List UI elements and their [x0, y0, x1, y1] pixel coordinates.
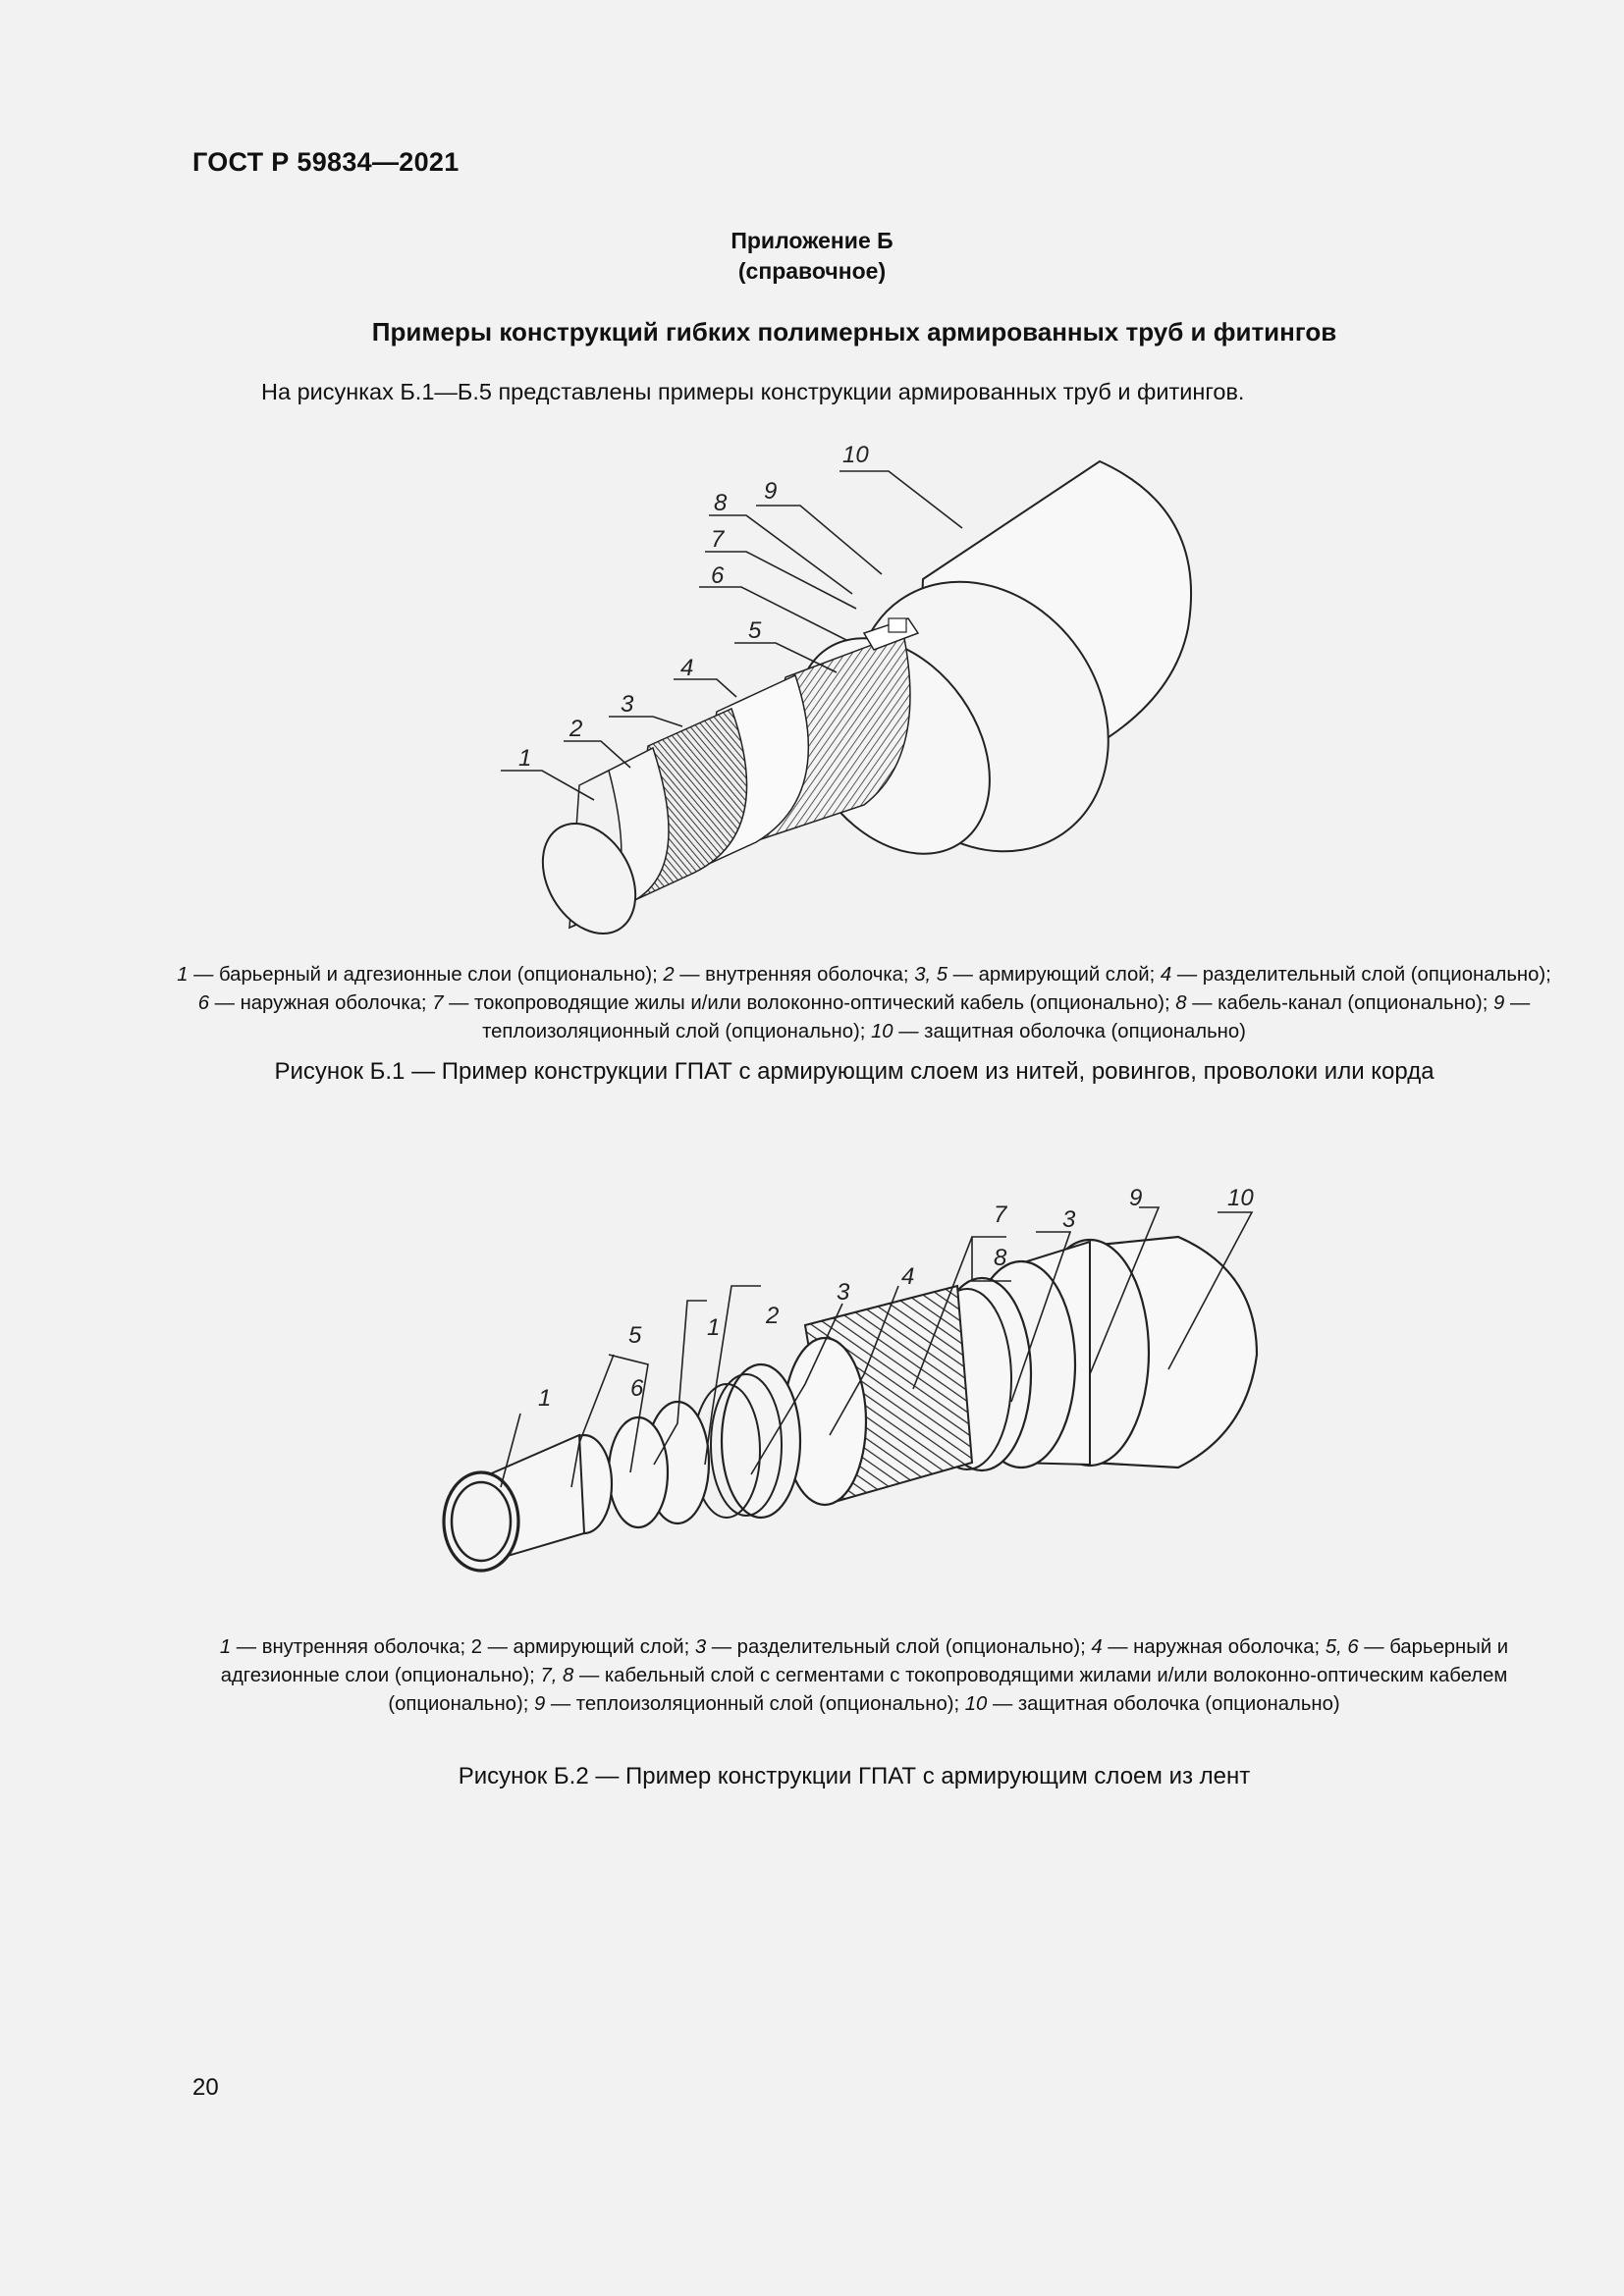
figure1-legend	[177, 961, 1551, 1046]
legend-number: 3, 5	[914, 964, 948, 986]
fig1-callout: 5	[748, 617, 762, 644]
fig2-callout: 9	[1129, 1185, 1143, 1211]
legend-item	[1161, 964, 1551, 986]
legend-number: 10	[871, 1021, 893, 1042]
fig2-callout: 3	[1062, 1206, 1076, 1233]
standard-number: ГОСТ Р 59834—2021	[192, 147, 460, 177]
legend-item	[914, 964, 1161, 986]
fig1-callout: 4	[680, 655, 694, 681]
legend-item	[432, 992, 1175, 1014]
legend-text: — кабель-канал (опционально);	[1186, 992, 1494, 1014]
fig2-callout: 10	[1227, 1185, 1254, 1211]
intro-paragraph: На рисунках Б.1—Б.5 представлены примеры конструкции армированных труб и фитингов.	[261, 379, 1245, 404]
legend-text: — разделительный слой (опционально);	[706, 1636, 1092, 1658]
fig1-callout: 6	[711, 562, 725, 589]
fig2-callout: 7	[994, 1201, 1007, 1228]
fig1-callout: 7	[711, 526, 725, 553]
figure2-legend	[177, 1633, 1551, 1719]
fig1-callout: 9	[764, 478, 778, 505]
legend-text: — теплоизоляционный слой (опционально);	[482, 992, 1531, 1042]
fig2-callout: 3	[837, 1279, 850, 1306]
fig1-callout: 10	[842, 442, 869, 468]
legend-text: — барьерный и адгезионные слои (опционально);	[188, 964, 664, 986]
layer-1-inner-sheath	[444, 1435, 584, 1571]
legend-number: 10	[964, 1693, 988, 1715]
fig2-callout: 6	[630, 1375, 644, 1402]
legend-number: 4	[1160, 964, 1172, 986]
legend-number: 3	[694, 1636, 707, 1658]
legend-text: — защитная оболочка (опционально)	[893, 1021, 1246, 1042]
figure1-illustration	[0, 432, 1624, 942]
legend-item	[695, 1636, 1092, 1658]
legend-item	[1091, 1636, 1325, 1658]
legend-number: 8	[1175, 992, 1187, 1014]
fig1-callout: 2	[569, 716, 583, 742]
legend-number: 9	[1493, 992, 1505, 1014]
legend-item	[534, 1693, 965, 1715]
figure2-illustration	[0, 1178, 1624, 1590]
legend-item	[1175, 992, 1493, 1014]
legend-text: 2 — армирующий слой;	[470, 1636, 695, 1658]
legend-text: — армирующий слой;	[947, 964, 1161, 986]
legend-item	[471, 1636, 695, 1658]
section-title: Примеры конструкций гибких полимерных армированных труб и фитингов	[371, 317, 1337, 347]
fig2-callout: 2	[766, 1303, 780, 1329]
fig2-callout: 8	[994, 1245, 1007, 1271]
appendix-type: (справочное)	[737, 258, 887, 284]
legend-number: 5, 6	[1325, 1636, 1359, 1658]
legend-number: 2	[663, 964, 675, 986]
legend-item	[220, 1636, 471, 1658]
legend-number: 9	[533, 1693, 546, 1715]
legend-text: — внутренняя оболочка;	[231, 1636, 471, 1658]
legend-number: 7, 8	[540, 1665, 574, 1686]
legend-text: — теплоизоляционный слой (опционально);	[545, 1693, 965, 1715]
fig1-callout: 8	[714, 490, 728, 516]
legend-item	[871, 1021, 1246, 1042]
fig2-callout: 1	[538, 1385, 552, 1412]
legend-number: 1	[219, 1636, 232, 1658]
legend-text: — наружная оболочка;	[1102, 1636, 1326, 1658]
fig1-callout: 3	[621, 691, 634, 718]
fig1-callout: 1	[518, 745, 532, 772]
legend-item	[177, 964, 663, 986]
layer-2-reinforcement	[693, 1364, 800, 1518]
figure2-caption: Рисунок Б.2 — Пример конструкции ГПАТ с армирующим слоем из лент	[458, 1763, 1251, 1789]
fig2-callout: 4	[901, 1263, 915, 1290]
legend-text: — защитная оболочка (опционально)	[987, 1693, 1340, 1715]
legend-number: 7	[432, 992, 444, 1014]
appendix-heading	[0, 226, 1624, 287]
fig2-callout: 5	[628, 1322, 642, 1349]
legend-text: — кабельный слой с сегментами с токопроводящими жилами и/или волоконно-оптическим кабелем (опционально);	[388, 1665, 1508, 1715]
appendix-title: Приложение Б	[731, 228, 893, 253]
page-number: 20	[192, 2074, 219, 2101]
legend-text: — наружная оболочка;	[209, 992, 433, 1014]
figure1-caption: Рисунок Б.1 — Пример конструкции ГПАТ с армирующим слоем из нитей, ровингов, проволоки или корда	[274, 1058, 1435, 1085]
legend-number: 4	[1091, 1636, 1103, 1658]
legend-text: — барьерный и адгезионные слои (опционально);	[220, 1636, 1509, 1686]
legend-item	[965, 1693, 1340, 1715]
legend-item	[198, 992, 432, 1014]
legend-item	[663, 964, 914, 986]
legend-text: — токопроводящие жилы и/или волоконно-оптический кабель (опционально);	[443, 992, 1176, 1014]
legend-text: — разделительный слой (опционально);	[1171, 964, 1551, 986]
legend-text: — внутренняя оболочка;	[674, 964, 915, 986]
legend-number: 1	[177, 964, 189, 986]
fig2-callout: 1	[707, 1314, 721, 1341]
legend-number: 6	[197, 992, 210, 1014]
